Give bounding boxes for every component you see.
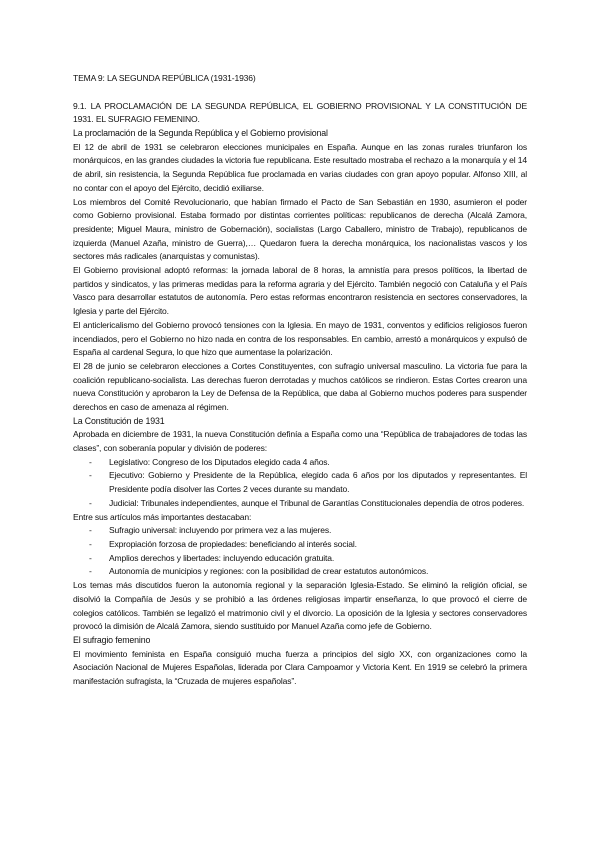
list-item: [73, 469, 527, 496]
paragraph-elections-1931: El 12 de abril de 1931 se celebraron elecciones municipales en España. Aunque en las zonas rurales triunfaron los monárquicos, en las grandes ciudades la victoria fue republicana. Este resultado mostraba el rechazo a la monarquía y el 14 de abril, sin resistencia, la Segunda República fue proclamada en varias ciudades con gran apoyo popular. Alfonso XIII, al no contar con el apoyo del Ejército, decidió exiliarse.: [73, 141, 527, 193]
list-item: [73, 552, 527, 566]
list-item-text: Amplios derechos y libertades: incluyendo educación gratuita.: [109, 552, 335, 563]
list-item: [73, 524, 527, 538]
list-item-text: Autonomía de municipios y regiones: con la posibilidad de crear estatutos autonómicos.: [109, 566, 429, 577]
powers-list: [73, 456, 527, 511]
paragraph-reforms: El Gobierno provisional adoptó reformas: la jornada laboral de 8 horas, la amnistía para presos políticos, la libertad de partidos y sindicatos, y las primeras medidas para la reforma agraria y del Ejército. También negoció con Cataluña y el País Vasco para desarrollar estatutos de autonomía. Pero estas reformas encontraron resistencia en sectores conservadores, la Iglesia y parte del Ejército.: [73, 265, 527, 317]
list-item-text: Judicial: Tribunales independientes, aunque el Tribunal de Garantías Constitucionales dependía de otros poderes.: [109, 497, 525, 508]
dash-marker: -: [89, 552, 92, 563]
paragraph-constituent-elections: El 28 de junio se celebraron elecciones a Cortes Constituyentes, con sufragio universal masculino. La victoria fue para la coalición republicano-socialista. Las derechas fueron derrotadas y muchos católicos se rindieron. Estas Cortes crearon una nueva Constitución y aprobaron la Ley de Defensa de la República, que daba al Gobierno muchos poderes para suspender derechos en caso de amenaza al régimen.: [73, 360, 527, 413]
list-item-text: Expropiación forzosa de propiedades: beneficiando al interés social.: [109, 538, 357, 549]
document-title: TEMA 9: LA SEGUNDA REPÚBLICA (1931-1936): [73, 73, 256, 83]
subheading-female-suffrage: El sufragio femenino: [73, 634, 151, 645]
paragraph-constitution-intro: Aprobada en diciembre de 1931, la nueva Constitución definía a España como una “República de trabajadores de todas las clases”, con soberanía popular y división de poderes:: [73, 429, 527, 454]
articles-list: [73, 524, 527, 579]
paragraph-feminist-movement: El movimiento feminista en España consiguió mucha fuerza a principios del siglo XX, con organizaciones como la Asociación Nacional de Mujeres Españolas, liderada por Clara Campoamor y Victoria Kent. En 1919 se celebró la primera manifestación sufragista, la “Cruzada de mujeres españolas”.: [73, 648, 527, 686]
dash-marker: -: [89, 497, 92, 508]
dash-marker: -: [89, 470, 92, 481]
list-item-text: Sufragio universal: incluyendo por primera vez a las mujeres.: [109, 525, 332, 536]
list-item: [73, 538, 527, 552]
paragraph-anticlericalism: El anticlericalismo del Gobierno provocó tensiones con la Iglesia. En mayo de 1931, conventos y edificios religiosos fueron incendiados, pero el Gobierno no hizo nada en contra de los responsables. En cambio, arrestó a monárquicos y expulsó de España al cardenal Segura, lo que hizo que aumentase la polarización.: [73, 319, 527, 358]
paragraph-provisional-government: Los miembros del Comité Revolucionario, que habían firmado el Pacto de San Sebastián en 1930, asumieron el poder como Gobierno provisional. Estaba formado por distintas corrientes políticas: republicanos de derecha (Alcalá Zamora, presidente; Miguel Maura, ministro de Gobernación), socialistas (Largo Caballero, ministro de Trabajo), republicanos de izquierda (Manuel Azaña, ministro de Guerra),… Quedaron fuera la derecha monárquica, los nacionalistas vascos y los sectores más radicales (anarquistas y comunistas).: [73, 196, 527, 262]
list-item: [73, 565, 527, 579]
list-item-text: Legislativo: Congreso de los Diputados elegido cada 4 años.: [109, 456, 330, 467]
list-item: [73, 456, 527, 470]
dash-marker: -: [89, 456, 92, 467]
dash-marker: -: [89, 525, 92, 536]
dash-marker: -: [89, 538, 92, 549]
dash-marker: -: [89, 566, 92, 577]
subheading-proclamation: La proclamación de la Segunda República y el Gobierno provisional: [73, 128, 328, 139]
paragraph-church-state: Los temas más discutidos fueron la autonomía regional y la separación Iglesia-Estado. Se eliminó la religión oficial, se disolvió la Compañía de Jesús y se prohibió a las órdenes religiosas impartir enseñanza, lo que provocó el cierre de colegios católicos. También se legalizó el matrimonio civil y el divorcio. La oposición de la Iglesia y sectores conservadores provocó la dimisión de Alcalá Zamora, siendo sustituido por Manuel Azaña como jefe de Gobierno.: [73, 580, 527, 632]
paragraph-articles-intro: Entre sus artículos más importantes destacaban:: [73, 511, 252, 522]
list-item: [73, 497, 527, 511]
list-item-text: Ejecutivo: Gobierno y Presidente de la República, elegido cada 6 años por los diputados y representantes. El Presidente podía disolver las Cortes 2 veces durante su mandato.: [109, 470, 527, 495]
section-heading: 9.1. LA PROCLAMACIÓN DE LA SEGUNDA REPÚBLICA, EL GOBIERNO PROVISIONAL Y LA CONSTITUCIÓN DE 1931. EL SUFRAGIO FEMENINO.: [73, 100, 527, 125]
document-page: [73, 72, 527, 689]
subheading-constitution: La Constitución de 1931: [73, 415, 165, 426]
